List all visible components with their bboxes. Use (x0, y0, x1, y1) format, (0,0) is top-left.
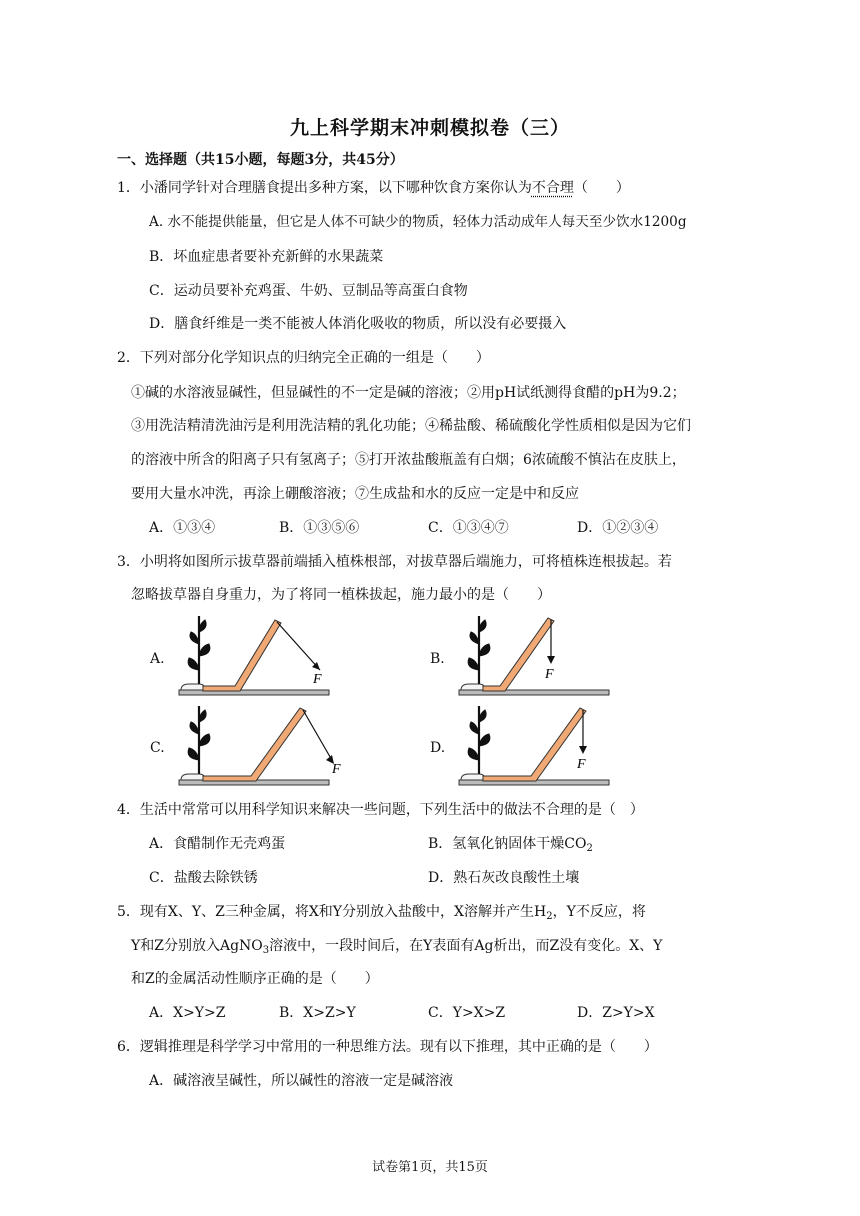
force-label: F (577, 757, 586, 772)
plant-icon (468, 706, 490, 774)
q1-emphasis: 不合理 (531, 180, 574, 196)
q5-option-a: A．X>Y>Z (149, 1005, 226, 1021)
q2-stem: 2．下列对部分化学知识点的归纳完全正确的一组是（ ） (117, 350, 490, 366)
q5-option-c: C．Y>X>Z (428, 1005, 506, 1021)
force-label: F (545, 667, 554, 682)
q5-line-1: 5．现有X、Y、Z三种金属，将X和Y分别放入盐酸中，X溶解并产生$H_2$，Y不反应，将 (117, 904, 646, 922)
q3-fig-a-label: A. (150, 651, 165, 667)
q4-option-d: D．熟石灰改良酸性土壤 (428, 870, 580, 886)
q2-line-1: ①碱的水溶液显碱性，但显碱性的不一定是碱的溶液；②用pH试纸测得食醋的pH为9.2； (131, 385, 686, 401)
q6-stem: 6．逻辑推理是科学学习中常用的一种思维方法。现有以下推理，其中正确的是（ ） (117, 1039, 658, 1055)
q5-line-2: Y和Z分别放入AgNO$_3$溶液中，一段时间后，在Y表面有Ag析出，而Z没有变化。X、Y (131, 938, 663, 956)
q2-line-2: ③用洗洁精清洗油污是利用洗洁精的乳化功能；④稀盐酸、稀硫酸化学性质相似是因为它们 (131, 418, 691, 434)
q5-line-3: 和Z的金属活动性顺序正确的是（ ） (131, 971, 379, 987)
q2-line-4: 要用大量水冲洗，再涂上硼酸溶液；⑦生成盐和水的反应一定是中和反应 (131, 486, 579, 502)
q1-option-b: B．坏血症患者要补充新鲜的水果蔬菜 (149, 249, 384, 265)
q2-option-b: B．①③⑤⑥ (279, 520, 360, 536)
q6-option-a: A．碱溶液呈碱性，所以碱性的溶液一定是碱溶液 (149, 1073, 454, 1089)
q3-figure-b (455, 610, 615, 702)
plant-icon (188, 706, 210, 774)
q4-option-a: A．食醋制作无壳鸡蛋 (149, 836, 286, 852)
q1-option-d: D．膳食纤维是一类不能被人体消化吸收的物质，所以没有必要摄入 (149, 316, 567, 332)
q2-option-c: C．①③④⑦ (428, 520, 509, 536)
weeder-tool (203, 620, 281, 691)
plant-icon (188, 616, 210, 684)
q5-option-b: B．X>Z>Y (279, 1005, 356, 1021)
q2-line-3: 的溶液中所含的阳离子只有氢离子；⑤打开浓盐酸瓶盖有白烟；6浓硫酸不慎沾在皮肤上， (131, 452, 686, 468)
section-heading: 一、选择题（共15小题，每题3分，共45分） (117, 152, 404, 168)
page-footer: 试卷第1页，共15页 (372, 1160, 488, 1175)
force-label: F (313, 672, 322, 687)
q4-stem: 4．生活中常常可以用科学知识来解决一些问题，下列生活中的做法不合理的是（ ） (117, 802, 644, 818)
q3-fig-d-label: D. (430, 740, 446, 756)
q3-figure-d (455, 700, 615, 792)
plant-icon (468, 616, 490, 684)
q3-fig-b-label: B. (430, 651, 445, 667)
q2-option-a: A．①③④ (149, 520, 216, 536)
weeder-tool (483, 708, 586, 781)
q3-line-2: 忽略拔草器自身重力，为了将同一植株拔起，施力最小的是（ ） (131, 587, 551, 603)
exam-title: 九上科学期末冲刺模拟卷（三） (289, 117, 570, 139)
q3-fig-c-label: C. (150, 740, 165, 756)
q1-stem: 1．小潘同学针对合理膳食提出多种方案，以下哪种饮食方案你认为不合理（ ） (117, 180, 630, 196)
weeder-tool (203, 708, 306, 781)
q3-figure-c (175, 700, 341, 792)
force-label: F (332, 762, 341, 777)
q1-option-a: A. 水不能提供能量，但它是人体不可缺少的物质，轻体力活动成年人每天至少饮水1200g (149, 214, 687, 230)
q3-figure-a (175, 610, 335, 702)
q2-option-d: D．①②③④ (577, 520, 659, 536)
q5-option-d: D．Z>Y>X (577, 1005, 655, 1021)
weeder-tool (483, 618, 554, 691)
q1-option-c: C．运动员要补充鸡蛋、牛奶、豆制品等高蛋白食物 (149, 283, 468, 299)
q4-option-c: C．盐酸去除铁锈 (149, 870, 258, 886)
q4-option-b: B．氢氧化钠固体干燥$CO_2$ (428, 836, 593, 854)
q3-line-1: 3．小明将如图所示拔草器前端插入植株根部，对拔草器后端施力，可将植株连根拔起。若 (117, 554, 672, 570)
